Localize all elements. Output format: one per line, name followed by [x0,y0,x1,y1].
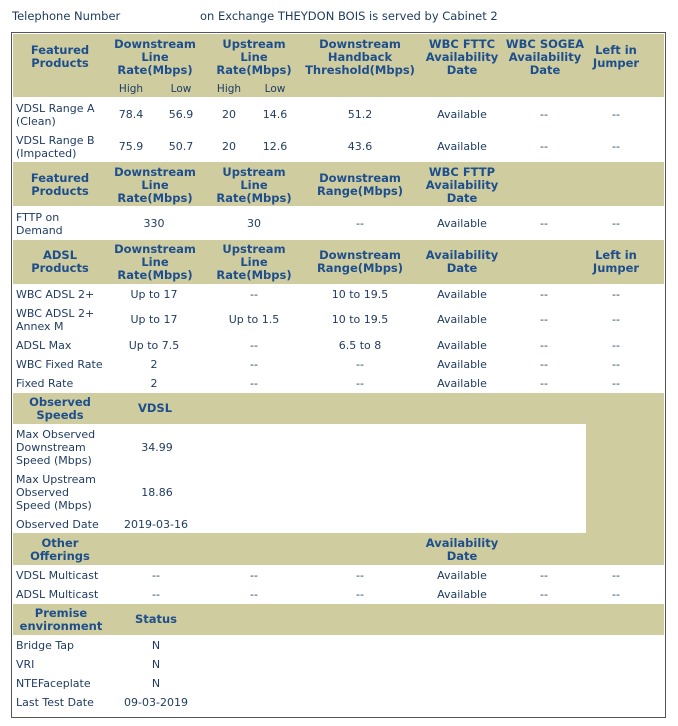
cell-down: 2 [150,377,158,390]
cell-availability: Available [437,358,487,371]
cell-col7: -- [612,377,620,390]
cell-status: N [151,658,161,671]
header-downstream-rate: Downstream Line Rate(Mbps) [114,242,196,282]
cell-range: -- [356,217,364,230]
header-availability-date: Availability Date [425,536,499,563]
header-featured-products: Featured Products [30,171,90,198]
cell-fttc: Available [437,140,487,153]
row-label: Max Observed Downstream Speed (Mbps) [16,428,96,467]
header-availability-date: Availability Date [425,248,499,275]
cell-down-low: 50.7 [168,140,194,153]
cell-threshold: 51.2 [347,108,373,121]
cell-observed-date: 2019-03-16 [124,518,188,531]
header-left-in-jumper: Left in Jumper [592,248,640,275]
cell-col7: -- [612,288,620,301]
cell-col7: -- [612,588,620,601]
observed-header-band [13,393,664,424]
header-downstream-rate: Downstream Line Rate(Mbps) [114,37,196,77]
header-other-offerings: Other Offerings [30,536,90,563]
header-downstream-range: Downstream Range(Mbps) [316,171,404,198]
header-adsl-products: ADSL Products [31,248,89,275]
cell-col4: -- [356,569,364,582]
header-line [12,9,498,23]
cell-down: 330 [143,217,165,230]
header-upstream-rate: Upstream Line Rate(Mbps) [216,165,292,205]
cell-col6: -- [540,358,548,371]
cell-col6: -- [540,313,548,326]
row-label: VRI [16,658,35,671]
cell-availability: Available [437,217,487,230]
cell-col7: -- [612,217,620,230]
cell-up: 30 [247,217,261,230]
header-fttp-availability: WBC FTTP Availability Date [425,165,499,205]
row-label: VDSL Range B (Impacted) [16,134,95,160]
cell-down-high: 75.9 [118,140,144,153]
row-label: ADSL Max [16,339,72,352]
cell-col2: -- [152,588,160,601]
header-upstream-rate: Upstream Line Rate(Mbps) [216,37,292,77]
row-label: WBC ADSL 2+ Annex M [16,307,95,333]
row-label: VDSL Multicast [16,569,99,582]
cell-down-low: 56.9 [168,108,194,121]
cell-up-low: 12.6 [262,140,288,153]
other-header-band [13,533,664,565]
cell-up: -- [250,339,258,352]
cell-down-high: 78.4 [118,108,144,121]
cell-col6: -- [540,588,548,601]
cell-availability: Available [437,313,487,326]
cell-range: 10 to 19.5 [331,288,389,301]
row-label: Bridge Tap [16,639,74,652]
cell-col4: -- [356,588,364,601]
cell-sogea: -- [540,140,548,153]
row-label: WBC Fixed Rate [16,358,103,371]
cell-up-high: 20 [222,140,236,153]
row-label: VDSL Range A (Clean) [16,102,95,128]
cell-up: Up to 1.5 [228,313,280,326]
cell-up: -- [250,358,258,371]
cell-range: -- [356,377,364,390]
cell-col3: -- [250,588,258,601]
cell-range: -- [356,358,364,371]
cell-availability: Available [437,288,487,301]
header-fttc-availability: WBC FTTC Availability Date [425,37,499,77]
cell-fttc: Available [437,108,487,121]
cell-availability: Available [437,339,487,352]
cell-up-low: 14.6 [262,108,288,121]
cell-col6: -- [540,217,548,230]
cell-col6: -- [540,569,548,582]
row-label: WBC ADSL 2+ [16,288,95,301]
cell-range: 10 to 19.5 [331,313,389,326]
cell-col7: -- [612,313,620,326]
cell-down: Up to 7.5 [128,339,180,352]
cell-col7: -- [612,339,620,352]
row-label: ADSL Multicast [16,588,99,601]
cell-sogea: -- [540,108,548,121]
cell-up: -- [250,377,258,390]
row-label: Max Upstream Observed Speed (Mbps) [16,473,96,512]
cell-col2: -- [152,569,160,582]
sub-down-high: High [118,83,144,95]
cell-availability: Available [437,588,487,601]
header-premise-environment: Premise environment [19,606,103,633]
premise-header-band [13,604,664,635]
sub-up-low: Low [264,83,286,95]
cell-observed-up: 18.86 [141,486,173,499]
observed-right-fill [586,424,664,533]
cell-availability: Available [437,377,487,390]
cell-threshold: 43.6 [347,140,373,153]
cell-col3: -- [250,569,258,582]
cell-down: 2 [150,358,158,371]
row-label: Observed Date [16,518,99,531]
header-downstream-range: Downstream Range(Mbps) [316,248,404,275]
row-label: Fixed Rate [16,377,74,390]
sub-up-high: High [216,83,242,95]
availability-table [11,32,666,718]
header-downstream-rate: Downstream Line Rate(Mbps) [114,165,196,205]
header-featured-products: Featured Products [30,43,90,70]
cell-range: 6.5 to 8 [338,339,382,352]
cell-up-high: 20 [222,108,236,121]
sub-down-low: Low [170,83,192,95]
header-vdsl: VDSL [137,401,173,415]
header-sogea-availability: WBC SOGEA Availability Date [505,37,585,77]
header-upstream-rate: Upstream Line Rate(Mbps) [216,242,292,282]
cell-observed-down: 34.99 [141,441,173,454]
header-status: Status [134,612,178,626]
cell-col7: -- [612,569,620,582]
cell-col6: -- [540,339,548,352]
header-observed-speeds: Observed Speeds [29,395,91,422]
cell-down: Up to 17 [130,288,178,301]
cell-jumper: -- [612,140,620,153]
row-label: FTTP on Demand [16,211,63,237]
cell-col7: -- [612,358,620,371]
cell-jumper: -- [612,108,620,121]
header-handback-threshold: Downstream Handback Threshold(Mbps) [305,37,415,77]
row-label: Last Test Date [16,696,94,709]
cell-availability: Available [437,569,487,582]
exchange-info: on Exchange THEYDON BOIS is served by Cabinet 2 [200,9,498,23]
cell-down: Up to 17 [130,313,178,326]
cell-col6: -- [540,288,548,301]
cell-col6: -- [540,377,548,390]
telephone-number-label: Telephone Number [12,9,121,23]
cell-status: N [151,639,161,652]
cell-status: N [151,677,161,690]
cell-last-test-date: 09-03-2019 [124,696,188,709]
header-left-in-jumper: Left in Jumper [592,43,640,70]
cell-up: -- [250,288,258,301]
row-label: NTEFaceplate [16,677,91,690]
